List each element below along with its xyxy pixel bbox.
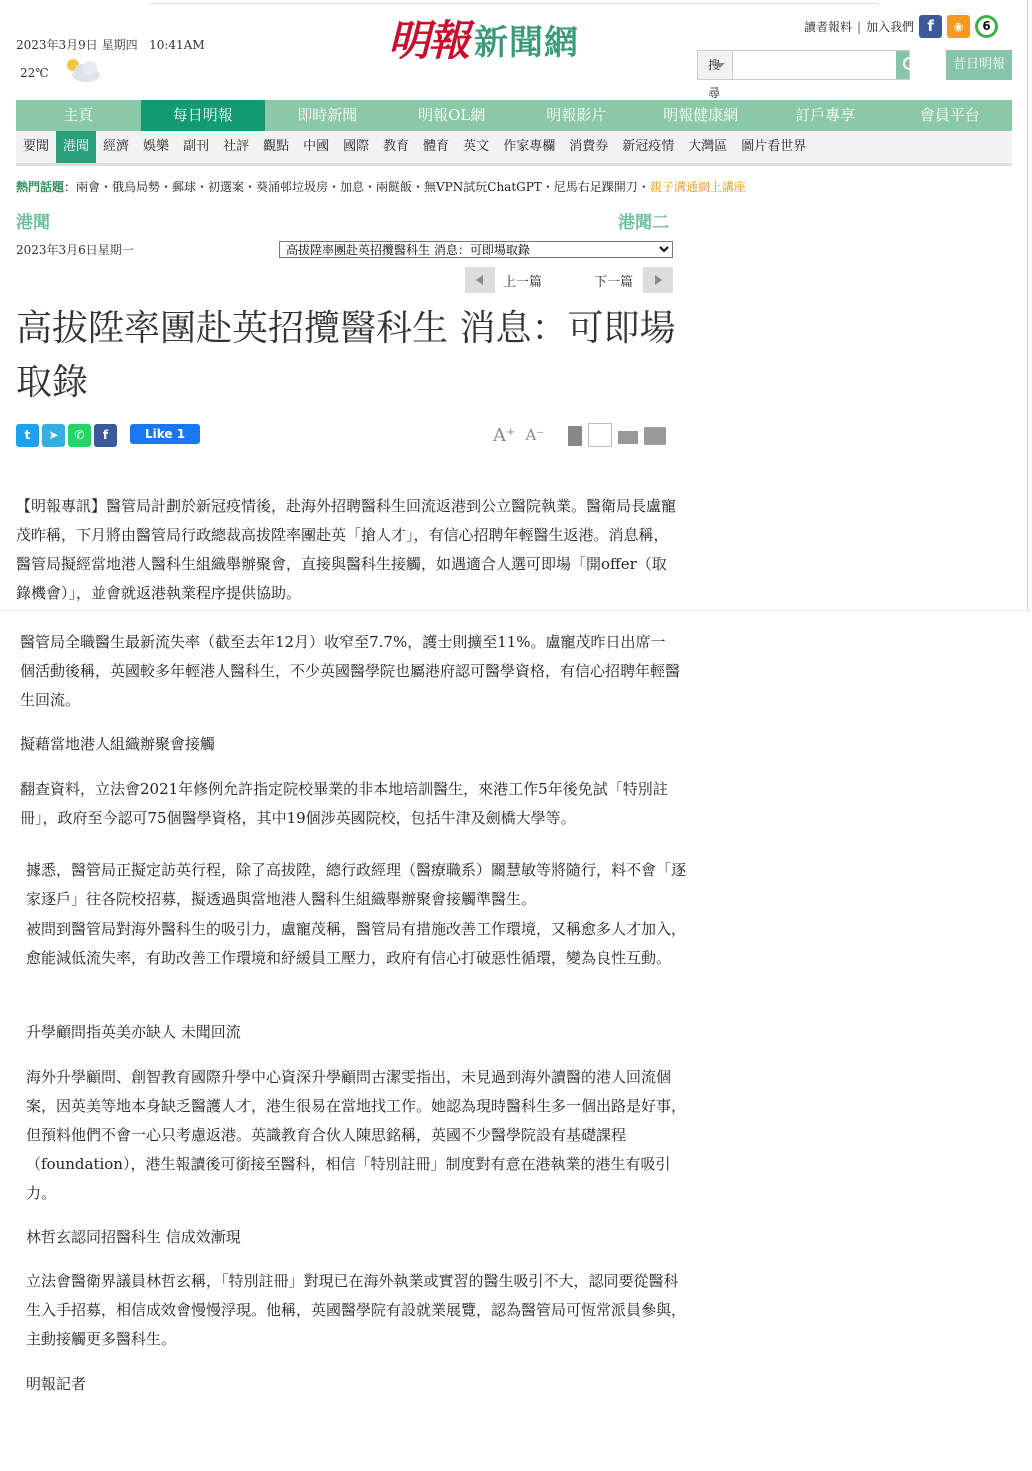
font-smaller-icon[interactable]: A⁻ [525,426,545,444]
nav-instant[interactable]: 即時新聞 [297,106,358,124]
link-icon[interactable] [588,423,612,447]
content-divider [0,610,1032,611]
article-subheading: 林哲玄認同招醫科生 信成效漸現 [26,1228,241,1246]
subnav-item[interactable]: 副刊 [183,139,210,154]
subnav-item[interactable]: 要聞 [23,139,50,154]
article-select[interactable] [279,241,673,258]
nav-daily[interactable]: 每日明報 [141,100,266,131]
nav-video[interactable]: 明報影片 [546,106,607,124]
temperature: 22℃ [20,66,49,80]
right-border [1027,0,1028,610]
cloud-icon [64,56,102,84]
caret-down-icon [715,63,725,68]
article-paragraph: 立法會醫衛界議員林哲玄稱，「特別註冊」對現已在海外執業或實習的醫生吸引不大，認同要從醫科生入手招募，相信成效會慢慢浮現。他稱，英國醫學院有設就業展覽，認為醫管局可恆常派員參與，主動接觸更多醫科生。 [26,1272,687,1348]
mail-icon[interactable] [618,431,638,444]
subnav-item[interactable]: 觀點 [263,139,290,154]
nav-health[interactable]: 明報健康網 [663,106,739,124]
subnav-item[interactable]: 社評 [223,139,250,154]
arrow-left-icon [476,275,483,285]
subnav-item[interactable]: 經濟 [103,139,130,154]
section-title[interactable]: 港聞 [16,213,50,233]
whatsapp-icon[interactable]: ✆ [68,424,91,447]
subnav-item[interactable]: 圖片看世界 [741,139,807,154]
publish-date: 2023年3月6日星期一 [16,243,134,257]
prev-button[interactable] [465,267,495,293]
top-links: 讀者報料 | 加入我們 f ◉ 6 [804,15,998,38]
hot-topics [16,178,746,195]
nav-subscriber[interactable]: 訂戶專享 [795,106,856,124]
subnav-item[interactable]: 國際 [343,139,370,154]
nav-home[interactable]: 主頁 [63,106,94,124]
subnav-item[interactable]: 新冠疫情 [622,139,675,154]
article-paragraph: 據悉，醫管局正擬定訪英行程，除了高拔陞，總行政經理（醫療職系）關慧敏等將隨行，料不會「逐家逐戶」往各院校招募，擬透過與當地港人醫科生組織舉辦聚會接觸準醫生。 [26,861,687,908]
current-datetime [16,36,205,53]
main-nav [16,100,1012,131]
prev-label[interactable]: 上一篇 [503,275,543,290]
site-logo[interactable] [388,16,579,66]
logo-mingpao: 明報 [388,16,469,65]
article-paragraph: 被問到醫管局對海外醫科生的吸引力，盧寵茂稱，醫管局有措施改善工作環境，又稱愈多人才加入，愈能減低流失率，有助改善工作環境和紓緩員工壓力，政府有信心打破惡性循環，變為良性互動。 [26,920,687,967]
nav-ol[interactable]: 明報OL網 [418,106,486,124]
article-paragraph: 醫管局全職醫生最新流失率（截至去年12月）收窄至7.7%，護士則擴至11%。盧寵茂昨日出席一個活動後稱，英國較多年輕港人醫科生，不少英國醫學院也屬港府認可醫學資格，有信心招聘年輕醫生回流。 [20,633,681,709]
subnav-item[interactable]: 中國 [303,139,330,154]
article-paragraph: 海外升學顧問、創智教育國際升學中心資深升學顧問古潔雯指出，未見過到海外讀醫的港人回流個案，因英美等地本身缺乏醫護人才，港生很易在當地找工作。她認為現時醫科生多一個出路是好事，但預料他們不會一心只考慮返港。英識教育合伙人陳思銘稱，英國不少醫學院設有基礎課程（foundation），港生報讀後可銜接至醫科，相信「特別註冊」制度對有意在港執業的港生有吸引力。 [26,1068,687,1202]
subnav-item[interactable]: 娛樂 [143,139,170,154]
search-type-select[interactable] [698,51,733,100]
past-news-button[interactable]: 昔日明報 [946,50,1012,80]
sub-nav [16,131,1012,166]
top-border [150,0,878,4]
arrow-right-icon [655,275,662,285]
hot-topic-highlight[interactable]: 親子溝通網上講座 [649,180,746,194]
telegram-icon[interactable]: ➤ [42,424,65,447]
facebook-like-button[interactable]: Like 1 [130,424,200,444]
next-button[interactable] [643,267,673,293]
article-subheading: 擬藉當地港人組織辦聚會接觸 [20,735,216,753]
channel-six-icon[interactable]: 6 [975,15,998,38]
link-join[interactable]: 加入我們 [866,20,915,34]
logo-news: 新聞網 [474,23,580,63]
article-subheading: 升學顧問指英美亦缺人 未聞回流 [26,1023,241,1041]
search-input[interactable] [733,51,896,79]
current-time: 10:41AM [149,38,205,52]
share-bar [16,424,120,447]
subnav-item[interactable]: 大灣區 [688,139,728,154]
section-next-title[interactable]: 港聞二 [618,213,669,233]
next-label[interactable]: 下一篇 [594,275,634,290]
subnav-item[interactable]: 消費券 [569,139,609,154]
article-byline: 明報記者 [26,1375,87,1393]
link-report[interactable]: 讀者報料 [804,20,853,34]
hot-topics-list[interactable]: ：兩會・俄烏局勢・郵球・初選案・葵涌邨垃圾房・加息・兩餸飯・無VPN試玩ChatGPT・尼馬右足踝開刀・ [64,180,650,194]
font-larger-icon[interactable]: A⁺ [493,424,516,446]
print-icon[interactable] [644,427,666,445]
article-paragraph: 翻查資料，立法會2021年修例允許指定院校畢業的非本地培訓醫生，來港工作5年後免試「特別註冊」，政府至今認可75個醫學資格，其中19個涉英國院校，包括牛津及劍橋大學等。 [20,780,668,827]
subnav-item[interactable]: 教育 [383,139,410,154]
subnav-item[interactable]: 體育 [423,139,450,154]
search-type-label: 搜尋 [708,58,721,100]
subnav-item-active[interactable]: 港聞 [56,131,96,163]
search-button[interactable] [896,51,909,79]
rss-icon[interactable]: ◉ [947,15,970,38]
search-bar [697,50,910,100]
search-icon [903,57,916,70]
facebook-icon[interactable]: f [919,15,942,38]
twitter-icon[interactable]: t [16,424,39,447]
facebook-share-icon[interactable]: f [94,424,117,447]
subnav-item[interactable]: 英文 [463,139,490,154]
article-headline: 高拔陞率團赴英招攬醫科生 消息：可即場取錄 [16,308,676,403]
article-paragraph-lead: 【明報專訊】醫管局計劃於新冠疫情後，赴海外招聘醫科生回流返港到公立醫院執業。醫衛局長盧寵茂昨稱，下月將由醫管局行政總裁高拔陞率團赴英「搶人才」，有信心招聘年輕醫生返港。消息稱，醫管局擬經當地港人醫科生組織舉辦聚會，直接與醫科生接觸，如遇適合人選可即場「開offer（取錄機會）」，並會就返港執業程序提供協助。 [16,497,677,602]
current-date: 2023年3月9日 星期四 [16,38,138,52]
article-tools [493,423,672,447]
hot-topics-label: 熱門話題 [16,180,65,194]
bookmark-icon[interactable] [568,426,582,446]
nav-member[interactable]: 會員平台 [919,106,980,124]
article-pager [465,267,674,293]
subnav-item[interactable]: 作家專欄 [503,139,556,154]
